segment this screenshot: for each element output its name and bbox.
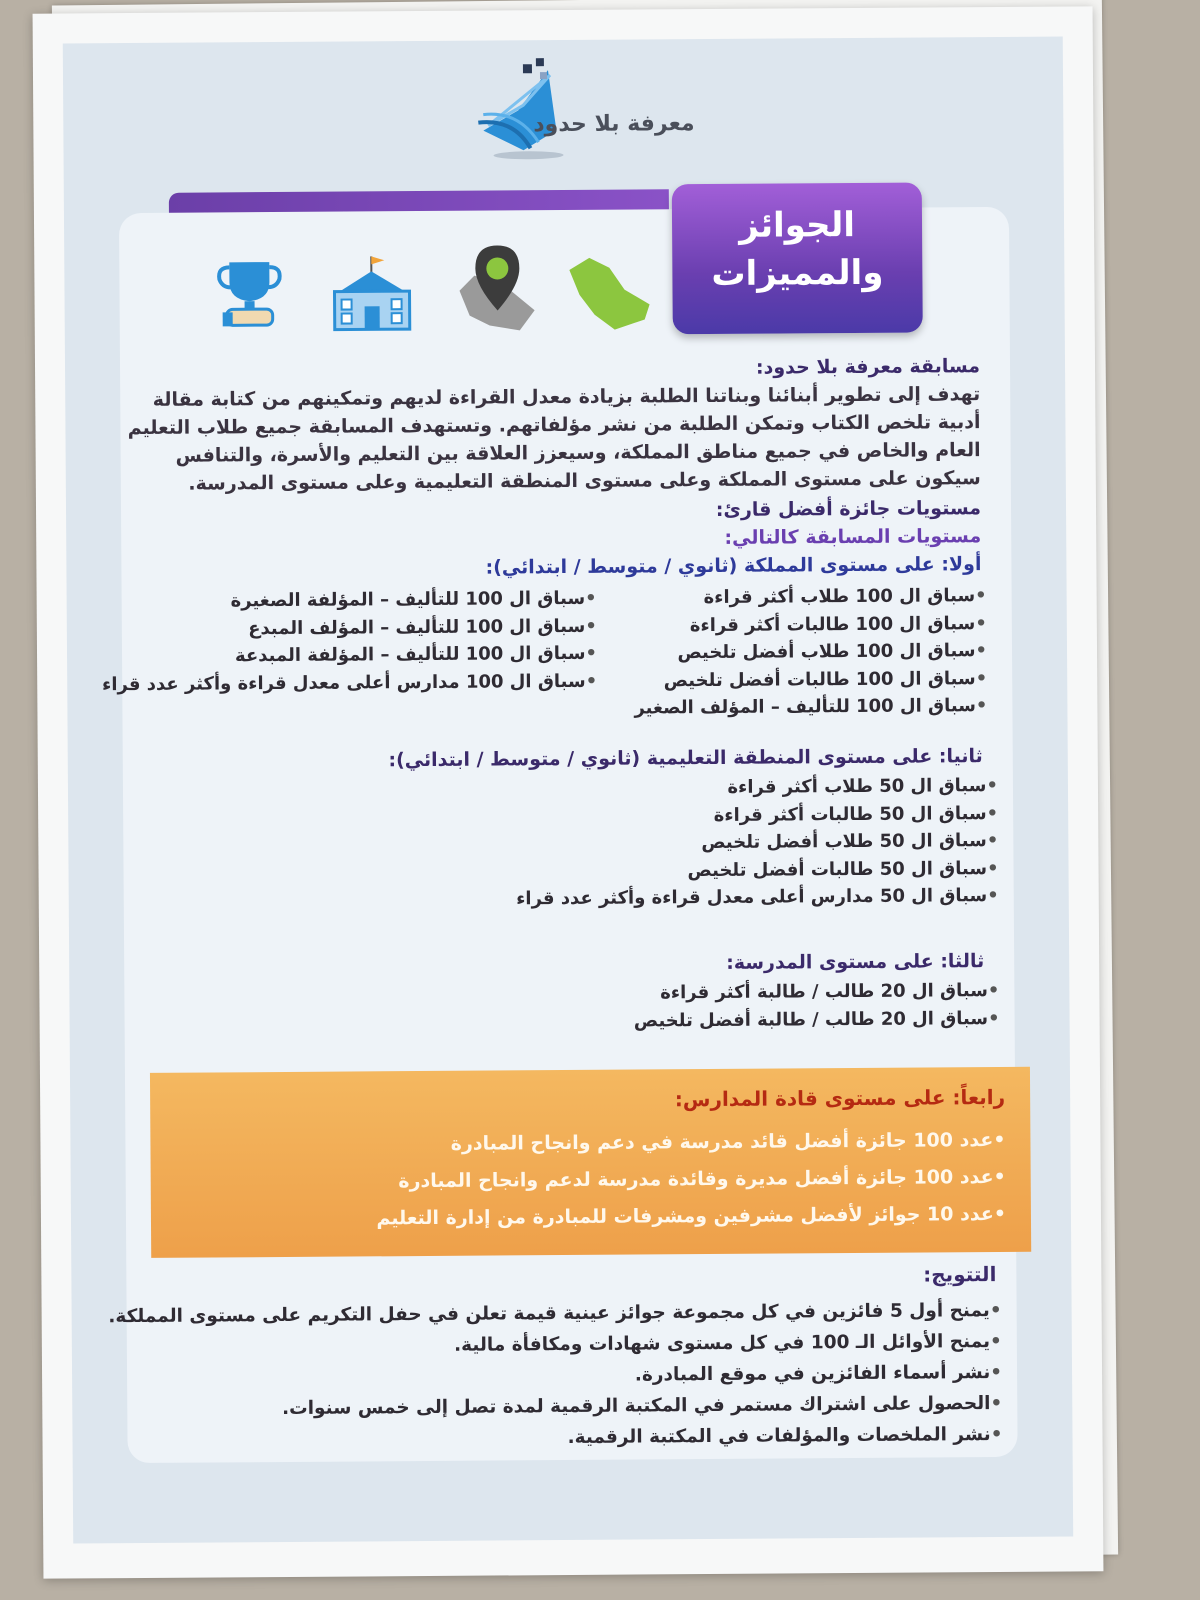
flyer-paper xyxy=(33,6,1104,1578)
intro-paragraph: تهدف إلى تطوير أبنائنا وبناتنا الطلبة بزيادة معدل القراءة لديهم وتمكينهم من كتابة مقالة أدبية تلخص الكتاب وتمكن الطلبة من نشر مؤلفاتهم. وتستهدف المسابقة جميع طلاب التعليم العام والخاص في جميع مناطق المملكة، وسيعزز العلاقة بين التعليم والأسرة، والتنافس سيكون على مستوى المملكة وعلى مستوى المنطقة التعليمية وعلى مستوى المدرسة. xyxy=(127,383,981,495)
list-item: • سباق ال 100 مدارس أعلى معدل قراءة وأكثر عدد قراء xyxy=(97,667,597,698)
list-item: • سباق ال 100 للتأليف – المؤلفة المبدعة xyxy=(97,640,597,671)
intro-section xyxy=(120,352,982,584)
third-list xyxy=(399,977,999,1036)
list-item: • يمنح الأوائل الـ 100 في كل مستوى شهادات ومكافأة مالية. xyxy=(102,1326,1002,1363)
first-left-list xyxy=(97,585,598,698)
crowning-list xyxy=(102,1295,1003,1456)
brand-logo-icon xyxy=(438,49,769,161)
school-leaders-box xyxy=(150,1067,1031,1258)
first-right-list xyxy=(607,582,988,722)
second-heading: ثانيا: على مستوى المنطقة التعليمية (ثانوي / متوسط / ابتدائي): xyxy=(388,745,983,772)
list-item: • الحصول على اشتراك مستمر في المكتبة الرقمية لمدة تصل إلى خمس سنوات. xyxy=(102,1388,1002,1425)
list-item: • سباق ال 100 للتأليف – المؤلف المبدع xyxy=(97,612,597,643)
list-item: • سباق ال 20 طالب / طالبة أفضل تلخيص xyxy=(400,1004,1000,1036)
list-item: • سباق ال 20 طالب / طالبة أكثر قراءة xyxy=(399,977,999,1009)
list-item: • عدد 100 جائزة أفضل مديرة وقائدة مدرسة لدعم وانجاح المبادرة xyxy=(376,1159,1006,1200)
section-title xyxy=(672,183,923,335)
list-item: • سباق ال 100 طالبات أكثر قراءة xyxy=(607,610,987,640)
list-item: • سباق ال 50 طلاب أفضل تلخيص xyxy=(398,827,998,859)
school-icon xyxy=(329,251,415,337)
map-pin-icon xyxy=(449,240,545,336)
third-heading: ثالثا: على مستوى المدرسة: xyxy=(726,950,985,974)
flyer-sheet xyxy=(63,37,1073,1544)
levels-heading: مستويات جائزة أفضل قارئ: xyxy=(715,497,982,521)
list-item: • يمنح أول 5 فائزين في كل مجموعة جوائز عينية قيمة تعلن في حفل التكريم على مستوى المملكة. xyxy=(102,1295,1002,1332)
second-list xyxy=(398,772,999,914)
levels-subheading: مستويات المسابقة كالتالي: xyxy=(724,525,982,549)
list-item: • سباق ال 50 طالبات أفضل تلخيص xyxy=(398,854,998,886)
fourth-heading: رابعاً: على مستوى قادة المدارس: xyxy=(674,1084,1006,1112)
intro-heading: مسابقة معرفة بلا حدود: xyxy=(755,355,981,379)
list-item: • عدد 100 جائزة أفضل قائد مدرسة في دعم وانجاح المبادرة xyxy=(376,1122,1006,1163)
saudi-map-icon xyxy=(564,249,660,335)
list-item: • سباق ال 100 طلاب أفضل تلخيص xyxy=(607,637,987,667)
title-line-2: والمميزات xyxy=(711,252,884,294)
list-item: • سباق ال 50 طلاب أكثر قراءة xyxy=(398,772,998,804)
first-heading: أولا: على مستوى المملكة (ثانوي / متوسط / ابتدائي): xyxy=(485,553,982,579)
title-line-1: الجوائز xyxy=(739,204,856,246)
list-item: • سباق ال 100 للتأليف – المؤلف الصغير xyxy=(607,692,987,722)
list-item: • سباق ال 100 للتأليف – المؤلفة الصغيرة xyxy=(97,585,597,616)
crowning-heading: التتويج: xyxy=(923,1262,997,1287)
brand-name: معرفة بلا حدود xyxy=(533,111,695,138)
list-item: • سباق ال 50 مدارس أعلى معدل قراءة وأكثر عدد قراء xyxy=(399,882,999,914)
list-item: • عدد 10 جوائز لأفضل مشرفين ومشرفات للمبادرة من إدارة التعليم xyxy=(376,1196,1006,1237)
list-item: • سباق ال 100 طلاب أكثر قراءة xyxy=(607,582,987,612)
trophy-icon xyxy=(214,257,285,332)
fourth-list xyxy=(376,1122,1006,1237)
list-item: • سباق ال 50 طالبات أكثر قراءة xyxy=(398,799,998,831)
list-item: • نشر أسماء الفائزين في موقع المبادرة. xyxy=(102,1357,1002,1394)
list-item: • سباق ال 100 طالبات أفضل تلخيص xyxy=(607,665,987,695)
list-item: • نشر الملخصات والمؤلفات في المكتبة الرقمية. xyxy=(102,1419,1002,1456)
